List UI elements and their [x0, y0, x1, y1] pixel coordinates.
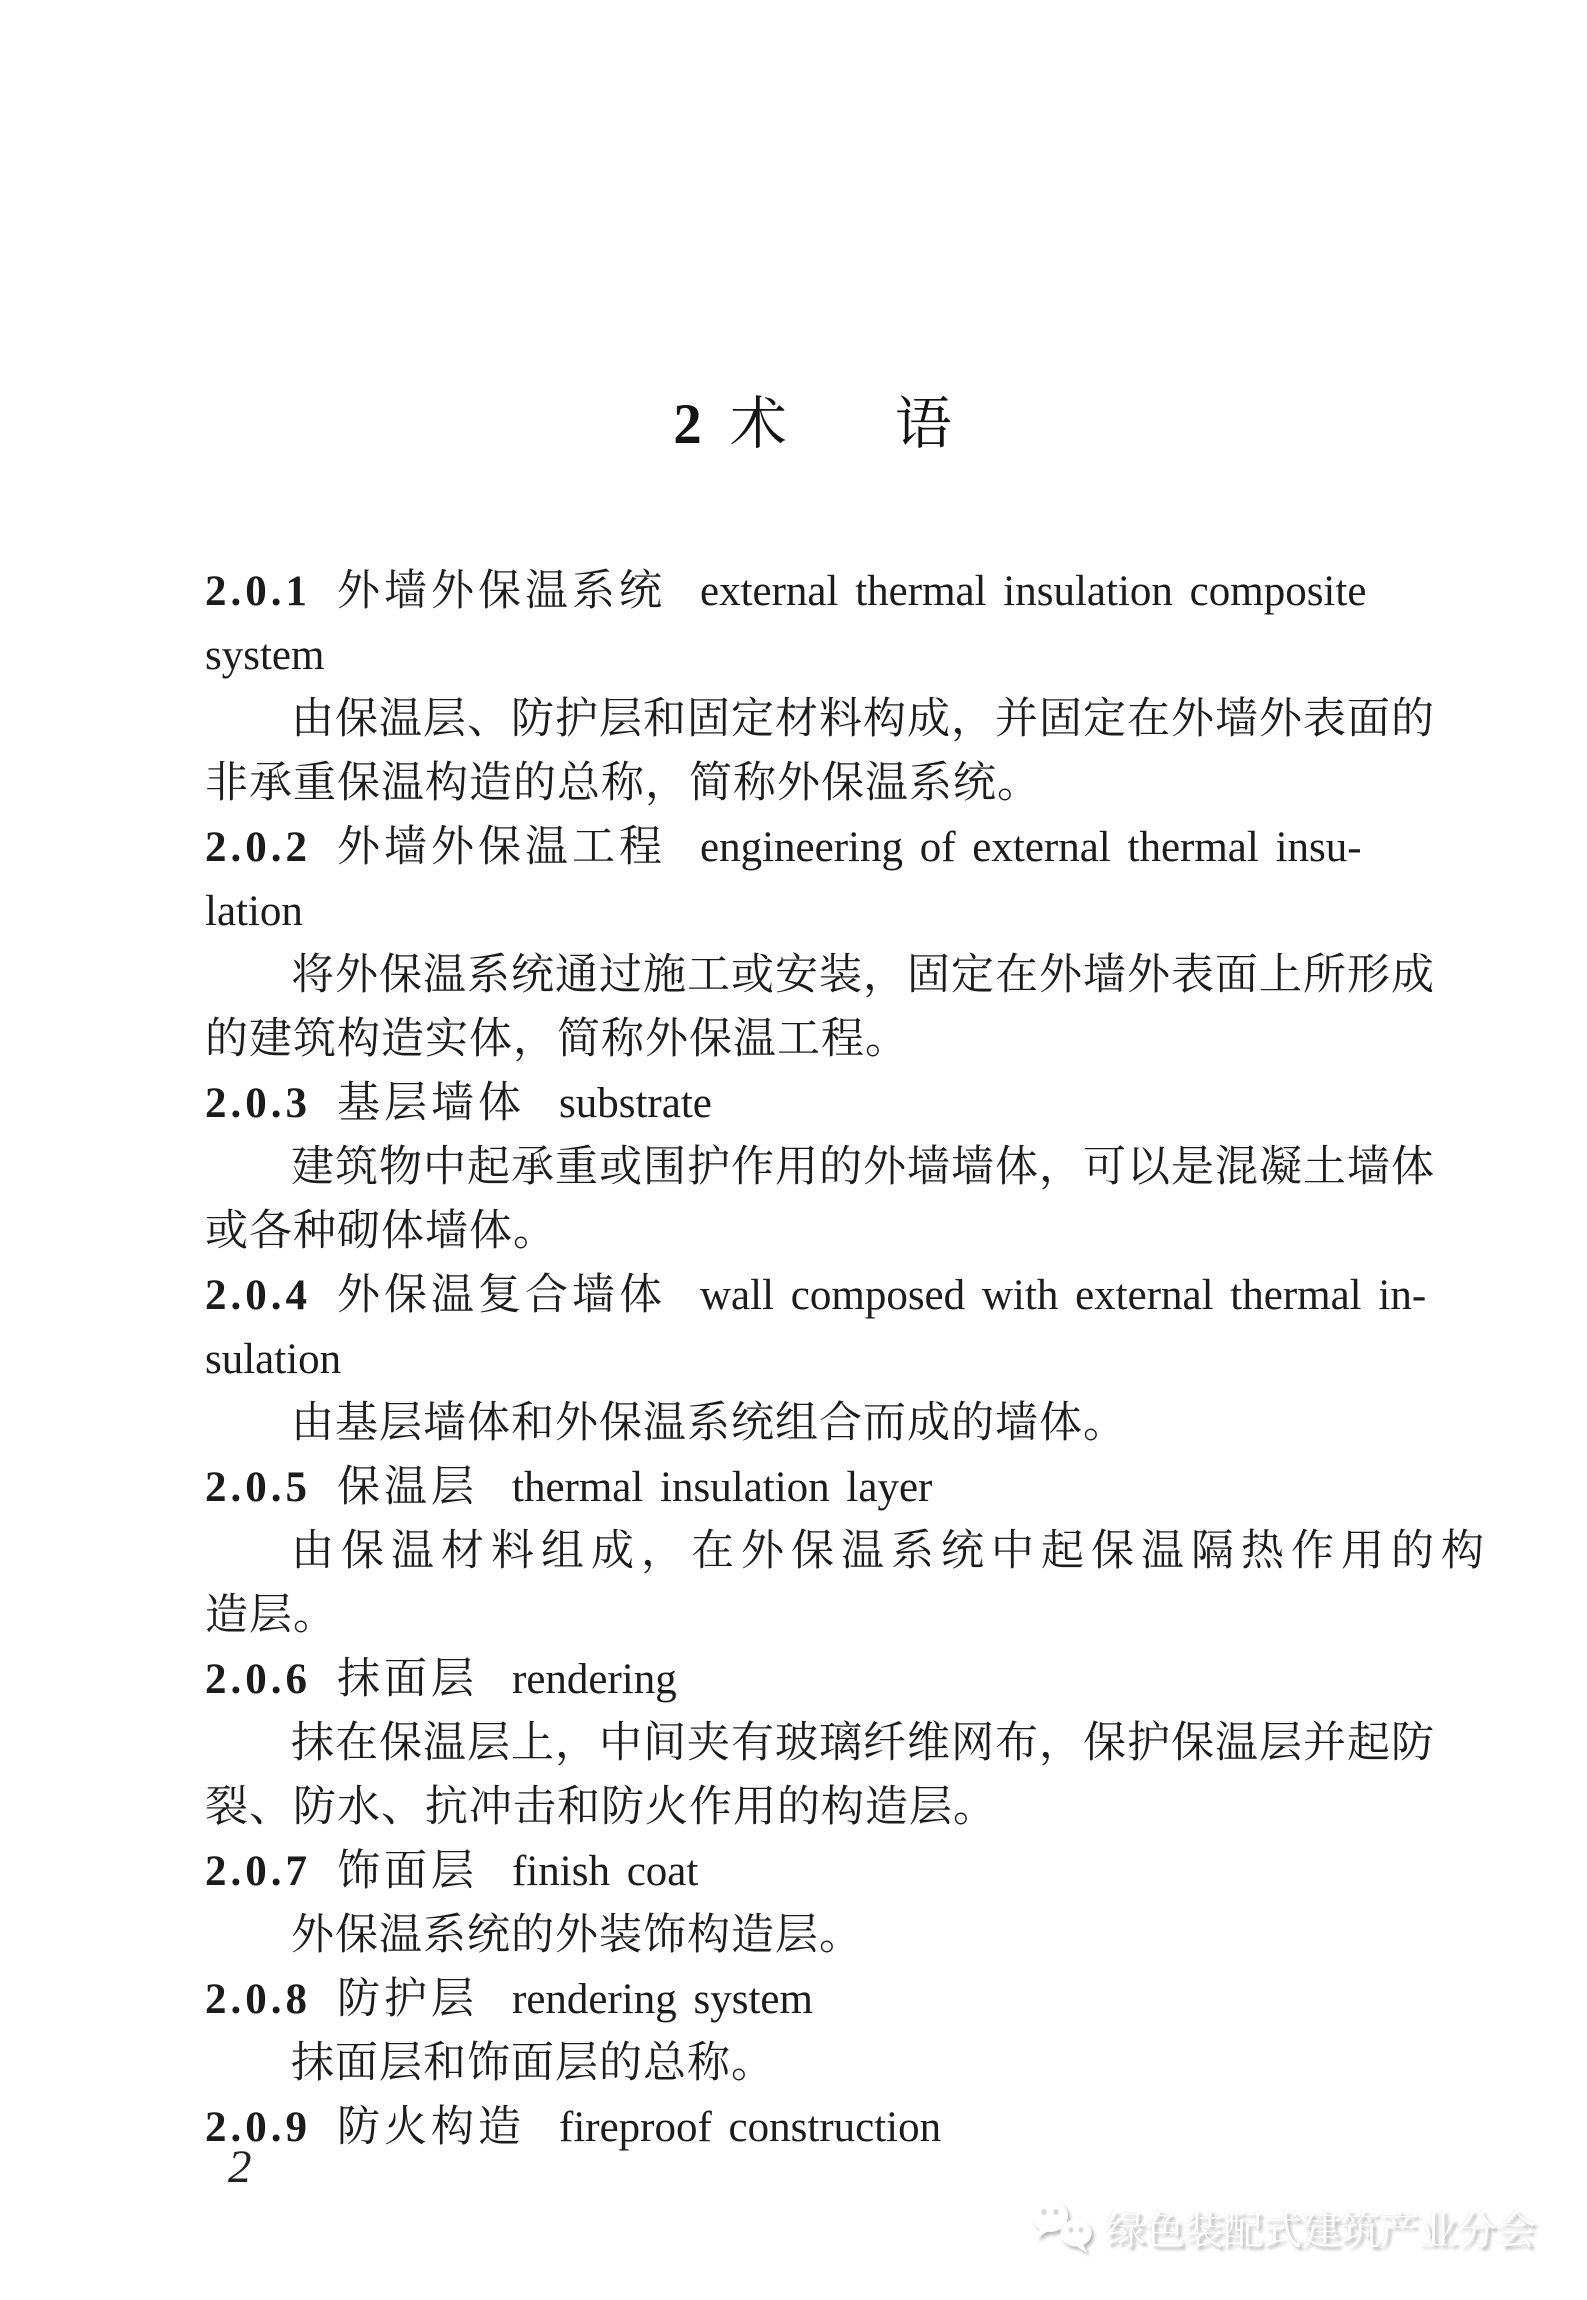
term-heading: [205, 2096, 1465, 2160]
watermark: [1028, 2196, 1535, 2258]
chapter-title-word-b: 语: [894, 393, 952, 456]
wechat-icon: [1028, 2196, 1100, 2258]
text-line: 抹面层和饰面层的总称。: [291, 2040, 775, 2087]
term-heading: [205, 1648, 1465, 1712]
term-en: fireproof construction: [559, 2104, 942, 2151]
term-num: 2.0.2: [205, 824, 311, 871]
term-heading: [205, 1968, 1465, 2032]
text-line: 裂、防水、抗冲击和防火作用的构造层。: [205, 1784, 997, 1831]
term-zh: 防火构造: [337, 2104, 525, 2151]
document-lines: [205, 560, 1491, 2160]
term-en: wall composed with external thermal in-: [700, 1272, 1427, 1319]
watermark-label: 绿色装配式建筑产业分会: [1106, 2208, 1535, 2253]
chapter-title-word-a: 术: [729, 393, 787, 456]
text-line: 建筑物中起承重或围护作用的外墙墙体，可以是混凝土墙体: [291, 1144, 1435, 1191]
text-line: 非承重保温构造的总称，简称外保温系统。: [205, 760, 1041, 807]
text-line: 造层。: [205, 1592, 337, 1639]
term-zh: 外墙外保温工程: [337, 824, 666, 871]
text-line: lation: [205, 888, 303, 935]
text-line: 由保温层、防护层和固定材料构成，并固定在外墙外表面的: [291, 696, 1435, 743]
term-num: 2.0.8: [205, 1976, 311, 2023]
chapter-number: 2: [673, 393, 702, 456]
term-heading: [205, 1840, 1465, 1904]
text-line: 由保温材料组成，在外保温系统中起保温隔热作用的构: [291, 1528, 1491, 1575]
text-line: 的建筑构造实体，简称外保温工程。: [205, 1016, 909, 1063]
term-en: external thermal insulation composite: [700, 568, 1367, 615]
term-zh: 基层墙体: [337, 1080, 525, 1127]
term-heading: [205, 1072, 1465, 1136]
term-zh: 饰面层: [337, 1848, 478, 1895]
term-en: substrate: [559, 1080, 712, 1127]
page-number: 2: [228, 2141, 252, 2193]
text-line: system: [205, 632, 325, 679]
term-num: 2.0.7: [205, 1848, 311, 1895]
text-line: 或各种砌体墙体。: [205, 1208, 557, 1255]
term-num: 2.0.5: [205, 1464, 311, 1511]
term-heading: [205, 1264, 1465, 1328]
term-num: 2.0.9: [205, 2104, 311, 2151]
term-num: 2.0.1: [205, 568, 311, 615]
term-num: 2.0.6: [205, 1656, 311, 1703]
term-heading: [205, 816, 1465, 880]
text-line: sulation: [205, 1336, 342, 1383]
term-num: 2.0.3: [205, 1080, 311, 1127]
chapter-title: [205, 392, 1420, 458]
term-heading: [205, 560, 1465, 624]
term-heading: [205, 1456, 1465, 1520]
term-zh: 外墙外保温系统: [337, 568, 666, 615]
term-zh: 外保温复合墙体: [337, 1272, 666, 1319]
term-num: 2.0.4: [205, 1272, 311, 1319]
term-en: rendering system: [512, 1976, 813, 2023]
text-line: 抹在保温层上，中间夹有玻璃纤维网布，保护保温层并起防: [291, 1720, 1435, 1767]
text-line: 由基层墙体和外保温系统组合而成的墙体。: [291, 1400, 1127, 1447]
term-en: thermal insulation layer: [512, 1464, 933, 1511]
term-zh: 抹面层: [337, 1656, 478, 1703]
text-line: 将外保温系统通过施工或安装，固定在外墙外表面上所形成: [291, 952, 1435, 999]
term-zh: 防护层: [337, 1976, 478, 2023]
term-en: finish coat: [512, 1848, 699, 1895]
term-en: rendering: [512, 1656, 677, 1703]
term-zh: 保温层: [337, 1464, 478, 1511]
term-en: engineering of external thermal insu-: [700, 824, 1362, 871]
text-line: 外保温系统的外装饰构造层。: [291, 1912, 863, 1959]
